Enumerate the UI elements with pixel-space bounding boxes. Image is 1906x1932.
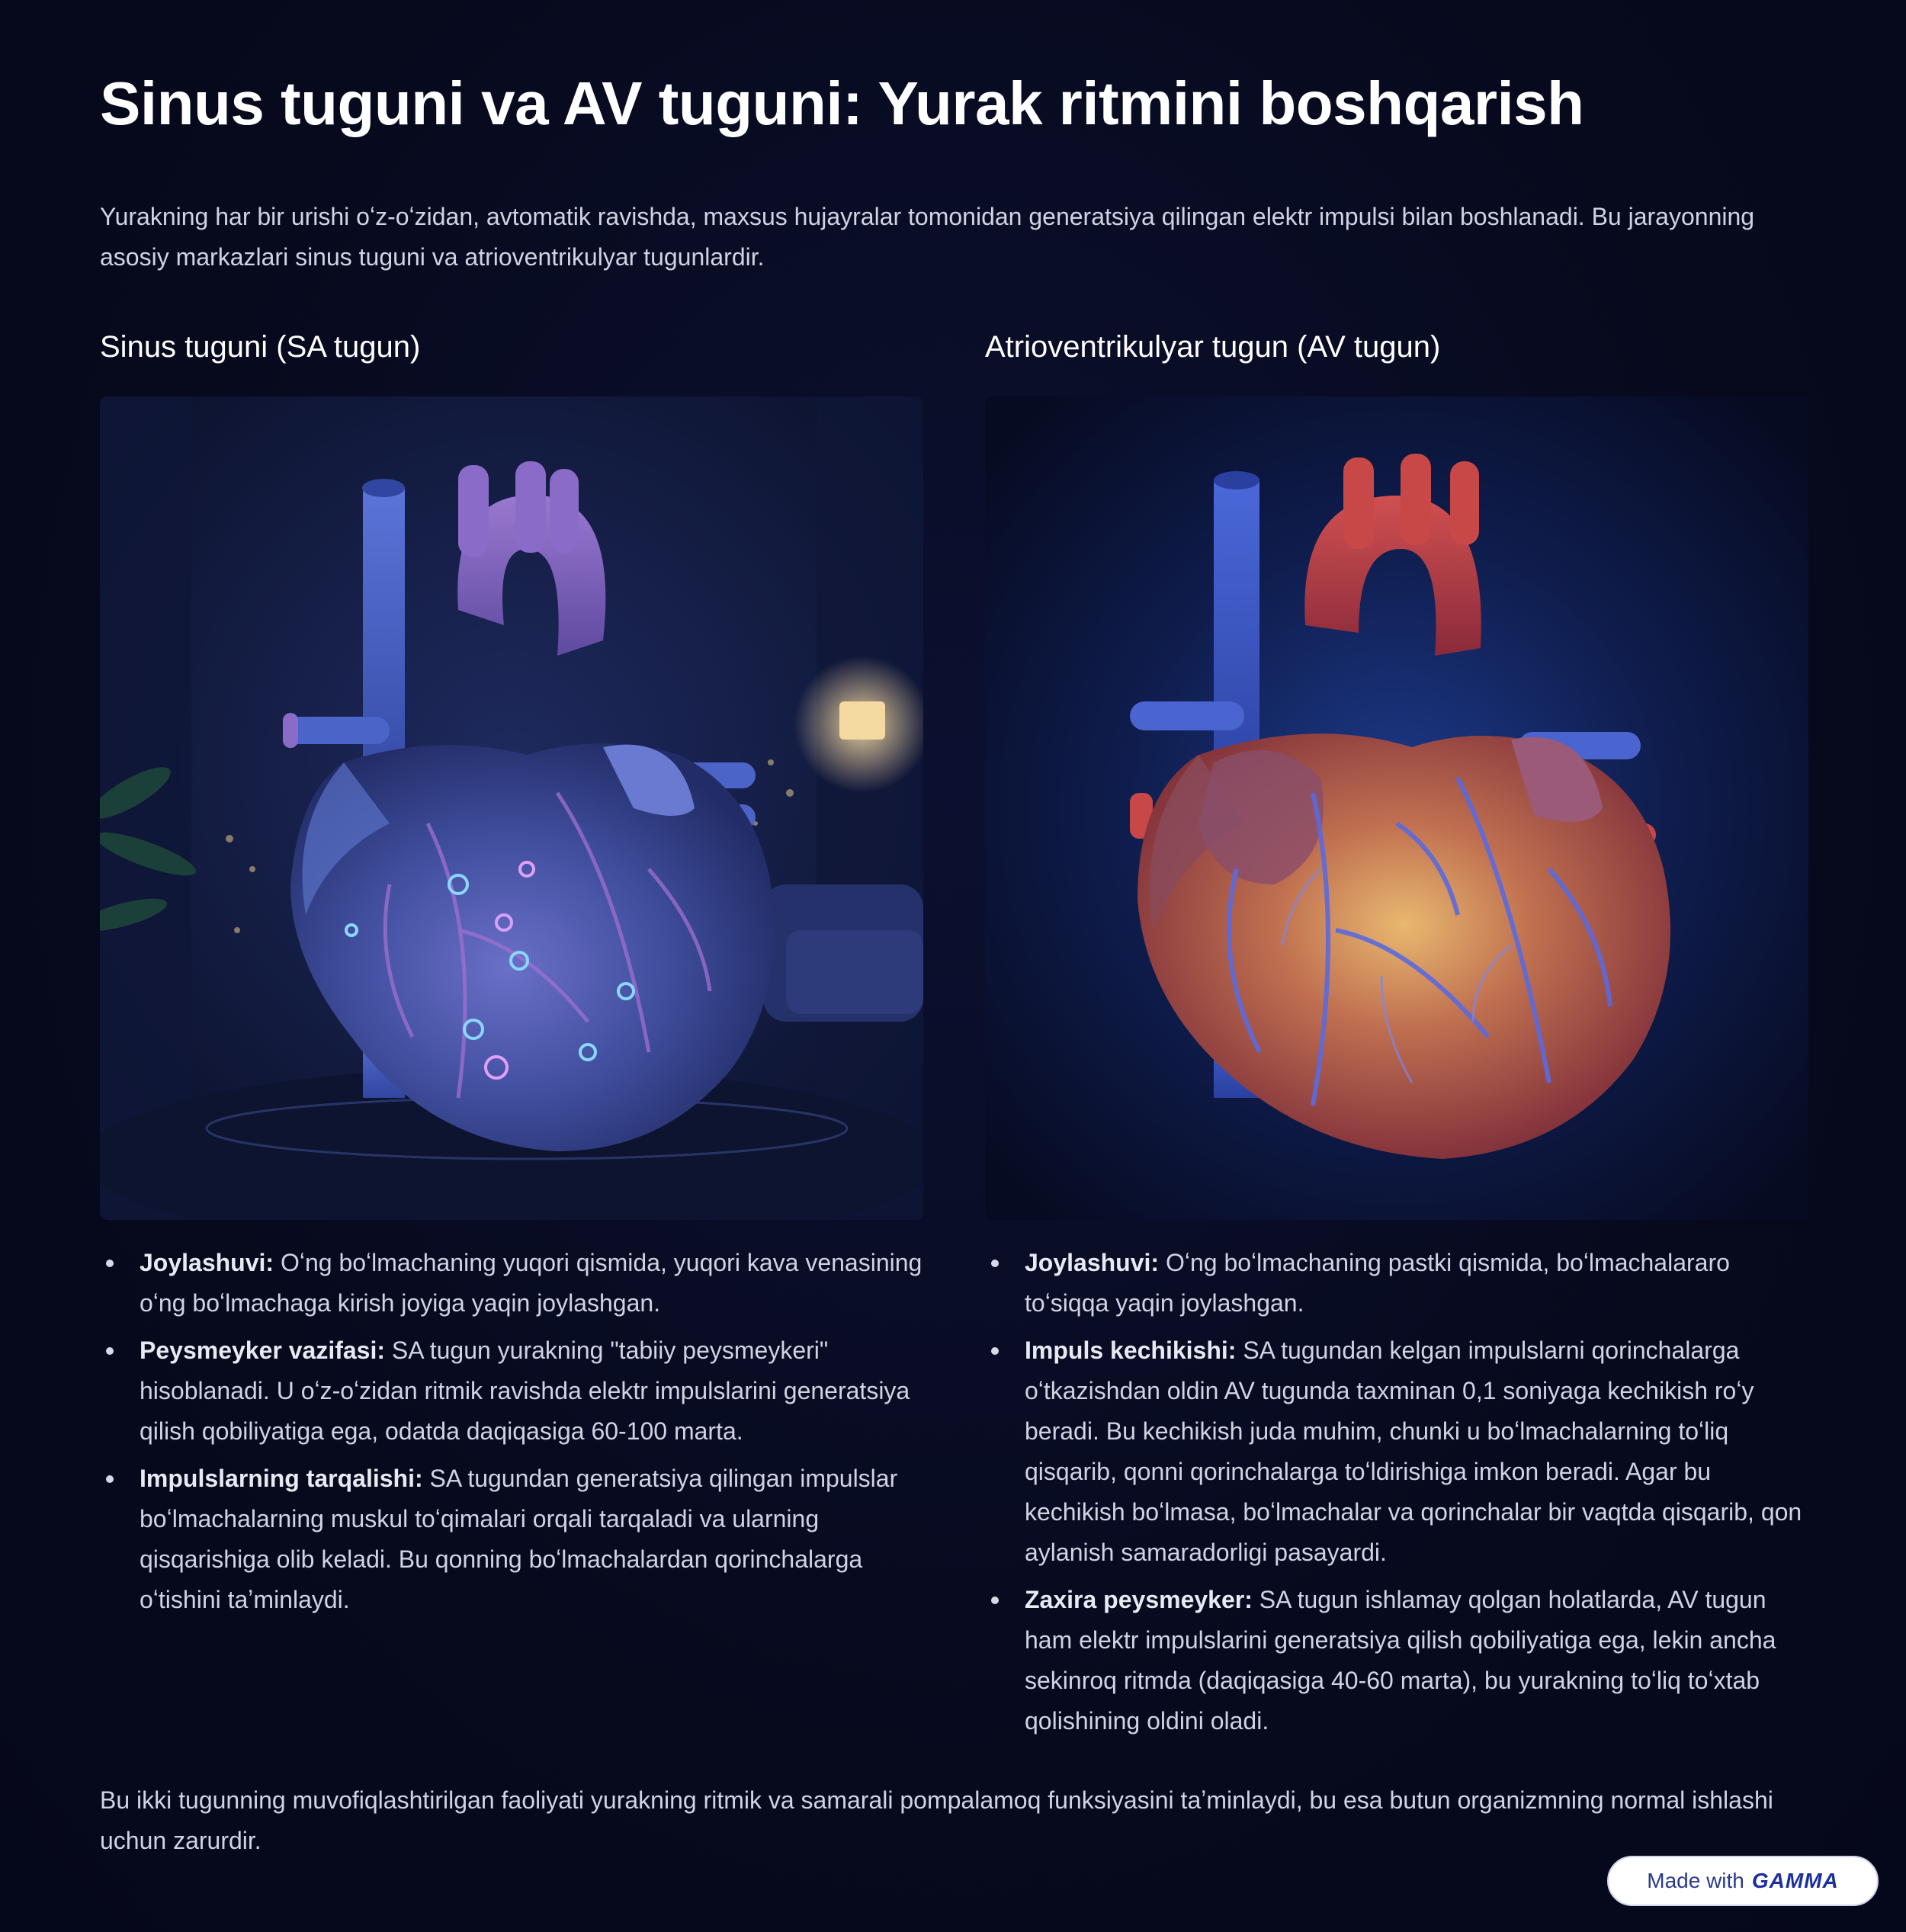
outro-paragraph: Bu ikki tugunning muvofiqlashtirilgan faoliyati yurakning ritmik va samarali pompalamoq funksiyasini taʼminlaydi, bu esa butun organizmning normal ishlashi uchun zarurdir. [100,1786,1773,1854]
made-with-gamma-badge[interactable] [1607,1856,1879,1906]
bullet-text: SA tugundan generatsiya qilingan impulslar boʻlmachalarning muskul toʻqimalari orqali tarqaladi va ularning qisqarishiga olib keladi. Bu qonning boʻlmachalardan qorinchalarga oʻtishini taʼminlaydi. [140,1465,898,1613]
bullet-text: SA tugundan kelgan impulslarni qorinchalarga oʻtkazishdan oldin AV tugunda taxminan 0,1 soniyaga kechikish roʻy beradi. Bu kechikish juda muhim, chunki u boʻlmachalarning toʻliq qisqarib, qonni qorinchalarga toʻldirishiga imkon beradi. Agar bu kechikish boʻlmasa, boʻlmachalar va qorinchalar bir vaqtda qisqarib, qon aylanish samaradorligi pasayardi. [1025,1337,1802,1566]
list-item [100,1243,923,1324]
page-title: Sinus tuguni va AV tuguni: Yurak ritmini boshqarish [100,69,1584,137]
sa-node-heading: Sinus tuguni (SA tugun) [100,330,421,364]
av-heart-image [985,396,1808,1220]
sa-node-bullet-list [100,1243,923,1627]
av-node-heading: Atrioventrikulyar tugun (AV tugun) [985,330,1441,364]
bullet-label: Peysmeyker vazifasi: [140,1337,385,1364]
bullet-text: SA tugun ishlamay qolgan holatlarda, AV tugun ham elektr impulslarini generatsiya qilish qobiliyatiga ega, lekin ancha sekinroq ritmda (daqiqasiga 40-60 marta), bu yurakning toʻliq toʻxtab qolishining oldini oladi. [1025,1586,1776,1735]
av-node-column [985,324,1808,1735]
list-item [100,1459,923,1620]
list-item [985,1243,1808,1324]
bullet-label: Zaxira peysmeyker: [1025,1586,1253,1613]
bullet-label: Impuls kechikishi: [1025,1337,1237,1364]
sa-node-column [100,324,923,1613]
bullet-label: Joylashuvi: [1025,1249,1160,1276]
badge-prefix: Made with [1647,1869,1744,1892]
bullet-label: Joylashuvi: [140,1249,274,1276]
intro-paragraph: Yurakning har bir urishi oʻz-oʻzidan, avtomatik ravishda, maxsus hujayralar tomonidan generatsiya qilingan elektr impulsi bilan boshlanadi. Bu jarayonning asosiy markazlari sinus tuguni va atrioventrikulyar tugunlardir. [100,203,1755,271]
list-item [985,1330,1808,1573]
bullet-label: Impulslarning tarqalishi: [140,1465,423,1492]
gamma-logo: GAMMA [1751,1869,1839,1892]
bullet-text: SA tugun yurakning "tabiiy peysmeykeri" hisoblanadi. U oʻz-oʻzidan ritmik ravishda elektr impulslarini generatsiya qilish qobiliyatiga ega, odatda daqiqasiga 60-100 marta. [140,1337,910,1445]
list-item [100,1330,923,1452]
list-item [985,1580,1808,1741]
av-node-bullet-list [985,1243,1808,1748]
bullet-text: Oʻng boʻlmachaning yuqori qismida, yuqori kava venasining oʻng boʻlmachaga kirish joyiga yaqin joylashgan. [140,1249,923,1317]
bullet-text: Oʻng boʻlmachaning pastki qismida, boʻlmachalararo toʻsiqqa yaqin joylashgan. [1025,1249,1730,1317]
sa-heart-image [100,396,923,1220]
